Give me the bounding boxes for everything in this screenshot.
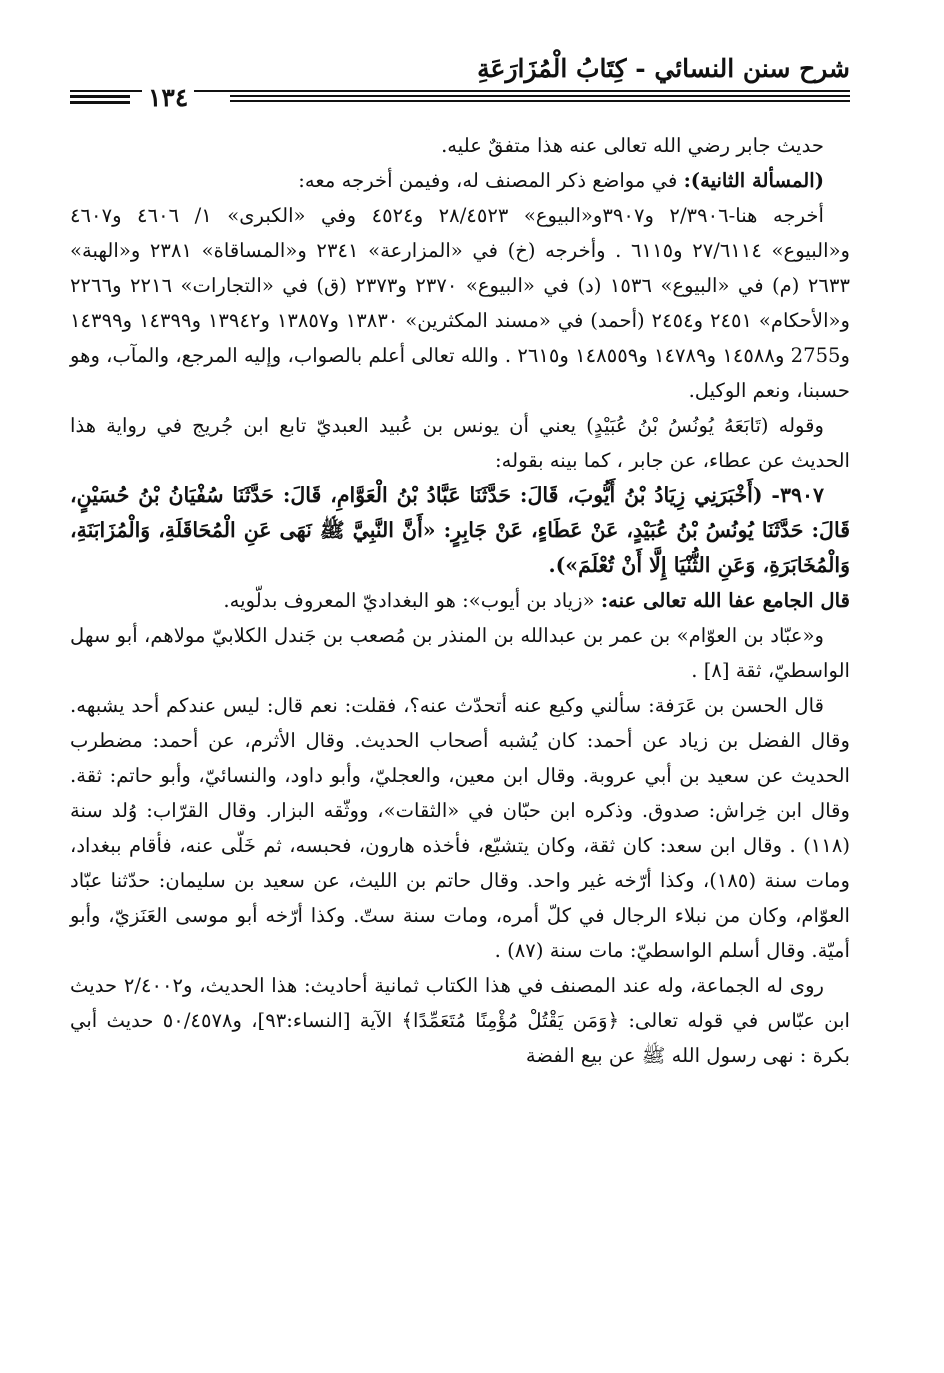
book-page (70, 50, 850, 1340)
paragraph-text: و«عبّاد بن العوّام» بن عمر بن عبدالله بن المنذر بن مُصعب بن جَندل الكلابيّ مولاهم، أبو سهل الواسطيّ، ثقة [٨] . (70, 624, 850, 682)
paragraph-text: في مواضع ذكر المصنف له، وفيمن أخرجه معه: (298, 169, 684, 192)
section-heading: (المسألة الثانية): (683, 169, 824, 192)
hadith-text (70, 478, 850, 583)
paragraph-text: ٣٩٠٧- (أَخْبَرَنِي زِيَادُ بْنُ أَيُّوبَ، قَالَ: حَدَّثَنَا عَبَّادُ بْنُ الْعَوَّامِ، قَالَ: حَدَّثَنَا سُفْيَانُ بْنُ حُسَيْنٍ، قَالَ: حَدَّثَنَا يُونُسُ بْنُ عُبَيْدٍ، عَنْ عَطَاءٍ، عَنْ جَابِرٍ: «أَنَّ النَّبِيَّ ﷺ نَهَى عَنِ الْمُحَاقَلَةِ، وَالْمُزَابَنَةِ، وَالْمُخَابَرَةِ، وَعَنِ الثُّنْيَا إِلَّا أَنْ تُعْلَمَ»). (70, 483, 850, 577)
paragraph (70, 128, 850, 163)
paragraph (70, 198, 850, 408)
paragraph (70, 163, 850, 198)
paragraph (70, 688, 850, 968)
page-number: ١٣٤ (142, 84, 194, 112)
paragraph (70, 968, 850, 1073)
paragraph-text: روى له الجماعة، وله عند المصنف في هذا الكتاب ثمانية أحاديث: هذا الحديث، و٢/٤٠٠٢ حديث ابن عبّاس في قوله تعالى: ﴿وَمَن يَقْتُلْ مُؤْمِنًا مُتَعَمِّدًا﴾ الآية [النساء:٩٣]، و٥٠/٤٥٧٨ حديث أبي بكرة : نهى رسول الله ﷺ عن بيع الفضة (70, 974, 850, 1067)
header-rule (70, 95, 130, 98)
page-body (70, 128, 850, 1073)
running-header (70, 50, 850, 112)
paragraph (70, 618, 850, 688)
header-title: شرح سنن النسائي - كِتَابُ الْمُزَارَعَةِ (477, 54, 850, 83)
paragraph (70, 408, 850, 478)
paragraph-text: أخرجه هنا-٢/٣٩٠٦ و٣٩٠٧و«البيوع» ٢٨/٤٥٢٣ و٤٥٢٤ وفي «الكبرى» ١/ ٤٦٠٦ و٤٦٠٧ و«البيوع» ٢٧/٦١١٤ و٦١١٥ . وأخرجه (خ) في «المزارعة» ٢٣٤١ و«المساقاة» ٢٣٨١ و«الهبة» ٢٦٣٣ (م) في «البيوع» ١٥٣٦ (د) في «البيوع» ٢٣٧٠ و٢٣٧٣ (ق) في «التجارات» ٢٢١٦ و٢٢٦٦ و«الأحكام» ٢٤٥١ و٢٤٥٤ (أحمد) في «مسند المكثرين» ١٣٨٣٠ و١٣٨٥٧ و١٣٩٤٢ و١٤٣٩٩ و١٤٣٩٩ و2755 و١٤٥٨٨ و١٤٧٨٩ و١٤٨٥٥٩ و٢٦١٥ . والله تعالى أعلم بالصواب، وإليه المرجع، والمآب، وهو حسبنا، ونعم الوكيل. (70, 204, 851, 402)
paragraph-text: قال الحسن بن عَرَفة: سألني وكيع عنه أتحدّث عنه؟، فقلت: نعم قال: ليس عندكم أحد يشبهه. وقال الفضل بن زياد عن أحمد: كان يُشبه أصحاب الحديث. وقال الأثرم، عن أحمد: مضطرب الحديث عن سعيد بن أبي عروبة. وقال ابن معين، والعجليّ، وأبو داود، والنسائيّ، وأبو حاتم: ثقة. وقال ابن خِراش: صدوق. وذكره ابن حبّان في «الثقات»، ووثّقه البزار. وقال القرّاب: وُلد سنة (١١٨) . وقال ابن سعد: كان ثقة، وكان يتشيّع، فأخذه هارون، فحبسه، ثم خَلّى عنه، فأقام ببغداد، ومات سنة (١٨٥)، وكذا أرّخه غير واحد. وقال حاتم بن الليث، عن سعيد بن سليمان: حدّثنا عبّاد العوّام، وكان من نبلاء الرجال في كلّ أمره، ومات سنة ستّ. وكذا أرّخه أبو موسى العَنَزيّ، وأبو أميّة. وقال أسلم الواسطيّ: مات سنة (٨٧) . (70, 694, 850, 962)
paragraph-text: وقوله (تَابَعَهُ يُونُسُ بْنُ عُبَيْدٍ) يعني أن يونس بن عُبيد العبديّ تابع ابن جُريج في رواية هذا الحديث عن عطاء، عن جابر ، كما بينه بقوله: (70, 414, 850, 472)
paragraph (70, 583, 850, 618)
paragraph-text: «زياد بن أيوب»: هو البغداديّ المعروف بدلّويه. (223, 589, 601, 612)
header-rule (230, 100, 850, 102)
header-rule (70, 101, 130, 104)
paragraph-text: حديث جابر رضي الله تعالى عنه هذا متفقٌ عليه. (441, 134, 824, 157)
section-heading: قال الجامع عفا الله تعالى عنه: (600, 589, 850, 612)
header-rule (230, 95, 850, 97)
